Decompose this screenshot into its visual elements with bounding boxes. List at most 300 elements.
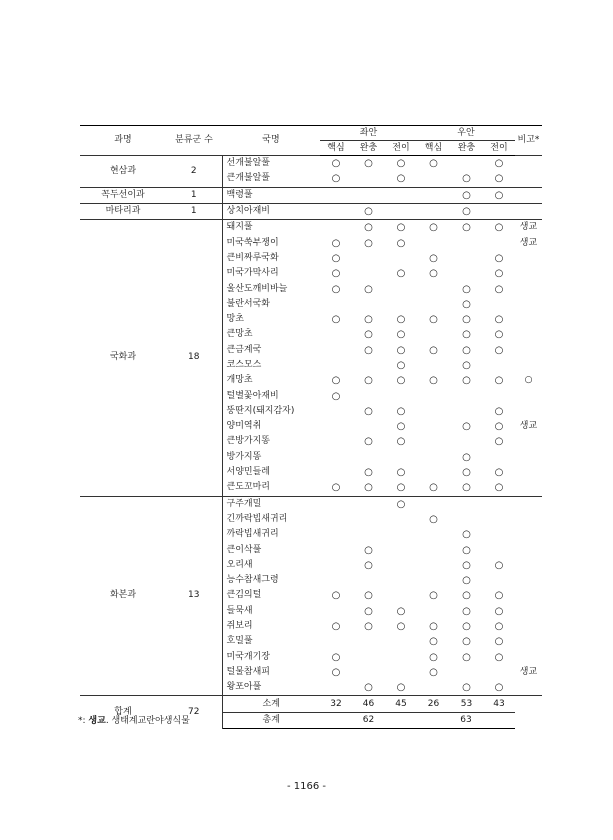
mark-left-core: ○ — [331, 621, 341, 633]
mark-right-transition: ○ — [494, 314, 504, 326]
mark-right-transition: ○ — [483, 187, 515, 203]
mark-left-transition: ○ — [396, 436, 406, 448]
mark-left-transition: ○ — [396, 375, 406, 387]
mark-right-transition: ○ — [494, 651, 504, 663]
mark-right-core — [417, 573, 450, 588]
mark-left-buffer: ○ — [364, 329, 373, 341]
species-name: 돼지풀 — [222, 220, 320, 236]
mark-right-transition — [483, 358, 515, 373]
mark-right-transition — [483, 542, 515, 557]
mark-left-transition: ○ — [396, 605, 406, 617]
note-cell — [515, 171, 542, 187]
mark-left-core — [320, 496, 352, 512]
table-row — [80, 203, 542, 219]
mark-left-transition — [385, 297, 417, 312]
species-name: 쥐보리 — [226, 621, 253, 632]
mark-left-core: ○ — [331, 482, 341, 494]
species-name: 큰비짜루국화 — [226, 252, 279, 263]
mark-left-transition: ○ — [396, 314, 406, 326]
mark-right-transition — [483, 388, 515, 403]
mark-left-transition — [385, 203, 417, 219]
mark-left-core: ○ — [331, 283, 341, 295]
header-right-core: 핵심 — [417, 141, 450, 156]
mark-left-core — [320, 450, 352, 465]
mark-left-buffer — [352, 266, 385, 281]
mark-right-core — [417, 680, 450, 696]
mark-left-buffer: ○ — [364, 682, 373, 694]
note-cell — [515, 343, 542, 358]
mark-left-core — [320, 542, 352, 557]
mark-right-buffer: ○ — [462, 344, 471, 356]
species-name: 미국쑥부쟁이 — [226, 237, 279, 248]
mark-left-buffer — [352, 358, 385, 373]
mark-left-buffer — [352, 512, 385, 527]
species-name: 백령풀 — [222, 187, 320, 203]
mark-right-buffer — [450, 156, 483, 172]
note-cell — [515, 650, 542, 665]
mark-left-buffer — [352, 297, 385, 312]
mark-right-buffer: ○ — [462, 298, 471, 310]
mark-left-core — [320, 512, 352, 527]
mark-right-core: ○ — [429, 513, 438, 525]
mark-right-core: ○ — [417, 220, 450, 236]
mark-right-buffer: ○ — [462, 173, 471, 185]
table-row — [80, 220, 542, 236]
mark-right-buffer: ○ — [462, 283, 471, 295]
mark-left-transition — [385, 588, 417, 603]
note-cell — [515, 327, 542, 342]
mark-left-buffer: ○ — [364, 405, 373, 417]
group-count-cell: 13 — [166, 496, 222, 696]
mark-right-transition — [483, 665, 515, 680]
mark-left-transition: ○ — [396, 360, 406, 371]
mark-right-core: ○ — [429, 666, 438, 678]
mark-right-core — [417, 235, 450, 250]
mark-left-transition — [385, 251, 417, 266]
mark-left-buffer: ○ — [364, 436, 373, 448]
mark-left-buffer — [352, 388, 385, 403]
mark-right-buffer: ○ — [462, 651, 471, 663]
mark-left-core — [320, 434, 352, 449]
note-cell — [515, 297, 542, 312]
species-name: 방가지똥 — [226, 451, 262, 462]
mark-right-buffer: ○ — [450, 203, 483, 219]
note-cell — [515, 542, 542, 557]
note-cell — [515, 404, 542, 419]
header-right-transition: 전이 — [483, 141, 515, 156]
mark-right-core — [417, 187, 450, 203]
species-name: 긴까락빕새귀리 — [226, 513, 288, 524]
header-left-core: 핵심 — [320, 141, 352, 156]
note-cell: 생교 — [519, 421, 538, 432]
mark-left-buffer: ○ — [364, 605, 373, 617]
mark-right-transition: ○ — [494, 467, 504, 479]
mark-right-buffer: ○ — [462, 529, 471, 541]
mark-right-buffer: ○ — [462, 329, 471, 341]
mark-left-transition: ○ — [396, 329, 406, 341]
mark-right-core: ○ — [429, 344, 438, 356]
note-cell: ○ — [524, 375, 533, 386]
mark-left-core: ○ — [331, 268, 341, 280]
species-table — [80, 125, 542, 729]
family-cell: 현삼과 — [80, 156, 166, 188]
mark-left-core — [320, 404, 352, 419]
mark-left-transition — [385, 450, 417, 465]
mark-right-core — [417, 465, 450, 480]
mark-left-core — [320, 419, 352, 434]
mark-right-buffer — [450, 434, 483, 449]
footnote-text: . 생태계교란야생식물 — [105, 716, 190, 726]
mark-right-core: ○ — [417, 156, 450, 172]
mark-right-core — [417, 388, 450, 403]
family-cell: 화본과 — [80, 496, 166, 696]
mark-right-transition: ○ — [494, 436, 504, 448]
subtotal-left-core: 32 — [320, 696, 352, 712]
note-cell — [515, 573, 542, 588]
mark-right-core: ○ — [429, 268, 438, 280]
mark-left-transition — [385, 573, 417, 588]
mark-right-buffer: ○ — [462, 575, 471, 587]
species-name: 구주개밀 — [222, 496, 320, 512]
species-name: 큰개불알풀 — [226, 173, 270, 184]
mark-right-transition — [483, 297, 515, 312]
mark-left-buffer: ○ — [364, 544, 373, 556]
species-name: 울산도깨비바늘 — [226, 283, 288, 294]
note-cell — [515, 527, 542, 542]
note-cell — [515, 312, 542, 327]
mark-left-transition: ○ — [396, 268, 406, 280]
mark-right-buffer: ○ — [462, 421, 471, 433]
mark-left-transition — [385, 527, 417, 542]
mark-left-transition — [385, 665, 417, 680]
mark-right-transition — [483, 496, 515, 512]
mark-right-buffer — [450, 251, 483, 266]
mark-right-transition: ○ — [494, 636, 504, 648]
mark-left-transition — [385, 187, 417, 203]
header-note: 비고* — [515, 126, 542, 156]
mark-right-transition — [483, 235, 515, 250]
mark-right-transition: ○ — [494, 559, 504, 571]
note-cell: 생교 — [519, 666, 538, 677]
note-cell — [515, 450, 542, 465]
mark-left-transition — [385, 650, 417, 665]
table-row — [80, 496, 542, 512]
table-header — [80, 126, 542, 156]
mark-right-buffer: ○ — [462, 482, 471, 494]
mark-right-transition: ○ — [494, 682, 504, 694]
mark-left-buffer — [352, 450, 385, 465]
mark-left-buffer: ○ — [364, 559, 373, 571]
page-number: - 1166 - — [286, 781, 327, 792]
species-name: 큰금계국 — [226, 344, 262, 355]
mark-left-transition: ○ — [396, 421, 406, 433]
mark-right-core — [417, 604, 450, 619]
mark-right-core — [417, 404, 450, 419]
mark-left-core — [320, 527, 352, 542]
note-cell — [515, 680, 542, 696]
mark-right-core: ○ — [429, 590, 438, 602]
total-count: 72 — [166, 696, 222, 729]
mark-left-transition — [385, 388, 417, 403]
mark-right-transition: ○ — [494, 405, 504, 417]
mark-right-core — [417, 327, 450, 342]
mark-right-buffer: ○ — [462, 559, 471, 571]
note-cell — [515, 251, 542, 266]
mark-left-buffer: ○ — [352, 156, 385, 172]
mark-left-buffer — [352, 251, 385, 266]
note-cell — [515, 634, 542, 649]
note-cell — [515, 619, 542, 634]
mark-left-transition — [385, 512, 417, 527]
note-cell — [515, 266, 542, 281]
header-name: 국명 — [222, 126, 320, 156]
mark-right-core: ○ — [429, 375, 438, 387]
mark-right-transition: ○ — [494, 173, 504, 185]
mark-right-buffer: ○ — [462, 451, 471, 463]
species-name: 망초 — [226, 314, 244, 325]
mark-left-buffer: ○ — [364, 621, 373, 633]
mark-right-core — [417, 434, 450, 449]
footnote-term: 생교 — [88, 716, 106, 726]
note-cell — [515, 480, 542, 496]
species-name: 코스모스 — [226, 360, 262, 370]
note-cell — [515, 358, 542, 373]
mark-right-buffer: ○ — [450, 220, 483, 236]
mark-left-core — [320, 203, 352, 219]
table-body — [80, 156, 542, 696]
mark-left-core: ○ — [331, 252, 341, 264]
mark-left-buffer — [352, 650, 385, 665]
mark-right-buffer — [450, 496, 483, 512]
mark-left-core — [320, 297, 352, 312]
mark-right-core — [417, 558, 450, 573]
mark-left-core: ○ — [331, 590, 341, 602]
mark-left-core: ○ — [331, 666, 341, 678]
mark-left-buffer — [352, 419, 385, 434]
grand-total-left: 62 — [320, 712, 417, 728]
grand-total-right: 63 — [417, 712, 515, 728]
family-cell: 꼭두선이과 — [80, 187, 166, 203]
species-name: 까락빕새귀리 — [226, 529, 279, 540]
mark-left-core: ○ — [331, 173, 341, 185]
mark-right-buffer: ○ — [462, 621, 471, 633]
mark-right-transition: ○ — [494, 375, 504, 387]
mark-right-transition: ○ — [494, 421, 504, 433]
total-label: 합계 — [80, 696, 166, 729]
mark-right-buffer — [450, 266, 483, 281]
mark-left-core — [320, 358, 352, 373]
mark-right-buffer: ○ — [462, 375, 471, 387]
group-count-cell: 1 — [166, 187, 222, 203]
species-name: 큰도꼬마리 — [226, 482, 270, 493]
table-row — [80, 156, 542, 172]
footnote — [78, 713, 190, 726]
header-left-buffer: 완충 — [352, 141, 385, 156]
mark-left-core: ○ — [331, 651, 341, 663]
subtotal-left-transition: 45 — [385, 696, 417, 712]
header-right-bank: 우안 — [417, 126, 515, 141]
species-name: 불란서국화 — [226, 298, 270, 309]
species-name: 털물참새피 — [226, 666, 270, 677]
group-count-cell: 18 — [166, 220, 222, 496]
mark-left-buffer — [352, 665, 385, 680]
mark-right-transition: ○ — [494, 482, 504, 494]
mark-left-core — [320, 187, 352, 203]
note-cell — [515, 434, 542, 449]
mark-right-core — [417, 450, 450, 465]
mark-left-buffer: ○ — [364, 467, 373, 479]
mark-right-core — [417, 542, 450, 557]
species-name: 큰김의털 — [226, 590, 262, 601]
note-cell — [515, 203, 542, 219]
species-name: 서양민들레 — [226, 467, 270, 478]
species-name: 선개불알풀 — [222, 156, 320, 172]
subtotal-left-buffer: 46 — [352, 696, 385, 712]
mark-right-buffer: ○ — [462, 605, 471, 617]
footnote-marker: *: — [78, 716, 86, 726]
species-name: 큰이삭풀 — [226, 544, 262, 555]
mark-left-core — [320, 680, 352, 696]
mark-left-buffer: ○ — [364, 482, 373, 494]
mark-left-core — [320, 220, 352, 236]
mark-right-core — [417, 527, 450, 542]
mark-right-core — [417, 281, 450, 296]
mark-left-transition: ○ — [396, 467, 406, 479]
header-left-transition: 전이 — [385, 141, 417, 156]
species-name: 큰방가지똥 — [226, 436, 270, 447]
mark-right-core: ○ — [429, 482, 438, 494]
mark-right-core: ○ — [429, 621, 438, 633]
species-name: 양미역취 — [226, 421, 262, 432]
group-count-cell: 2 — [166, 156, 222, 188]
mark-right-core — [417, 203, 450, 219]
mark-left-core: ○ — [331, 237, 341, 249]
header-right-buffer: 완충 — [450, 141, 483, 156]
mark-left-core — [320, 634, 352, 649]
mark-right-core: ○ — [429, 636, 438, 648]
note-cell — [515, 604, 542, 619]
mark-right-transition: ○ — [494, 344, 504, 356]
mark-right-buffer: ○ — [462, 314, 471, 326]
mark-left-buffer — [352, 527, 385, 542]
mark-left-buffer: ○ — [364, 283, 373, 295]
mark-right-transition — [483, 527, 515, 542]
note-cell: 생교 — [519, 237, 538, 248]
mark-left-buffer — [352, 634, 385, 649]
mark-left-buffer: ○ — [364, 375, 373, 387]
mark-left-core: ○ — [320, 156, 352, 172]
note-cell: 생교 — [515, 220, 542, 236]
note-cell — [515, 496, 542, 512]
mark-right-buffer — [450, 512, 483, 527]
mark-left-transition — [385, 281, 417, 296]
mark-left-transition: ○ — [385, 220, 417, 236]
note-cell — [515, 281, 542, 296]
header-group-count: 분류군 수 — [166, 126, 222, 156]
mark-right-transition — [483, 203, 515, 219]
mark-left-buffer — [352, 573, 385, 588]
mark-left-core — [320, 465, 352, 480]
mark-left-transition: ○ — [396, 344, 406, 356]
subtotal-right-transition: 43 — [483, 696, 515, 712]
mark-right-buffer — [450, 388, 483, 403]
family-cell: 국화과 — [80, 220, 166, 496]
family-cell: 마타리과 — [80, 203, 166, 219]
subtotal-right-core: 26 — [417, 696, 450, 712]
species-name: 호밀풀 — [226, 636, 253, 647]
mark-left-transition: ○ — [396, 682, 406, 694]
mark-left-transition: ○ — [385, 496, 417, 512]
mark-right-buffer: ○ — [462, 467, 471, 479]
mark-right-transition: ○ — [494, 621, 504, 633]
mark-right-transition: ○ — [494, 268, 504, 280]
mark-left-transition — [385, 558, 417, 573]
mark-left-transition — [385, 634, 417, 649]
mark-right-buffer — [450, 665, 483, 680]
mark-right-core: ○ — [429, 314, 438, 326]
mark-right-buffer — [450, 404, 483, 419]
mark-left-buffer — [352, 187, 385, 203]
note-cell — [515, 156, 542, 172]
mark-left-buffer — [352, 496, 385, 512]
mark-left-transition: ○ — [396, 621, 406, 633]
species-name: 상치아재비 — [222, 203, 320, 219]
mark-left-buffer: ○ — [352, 220, 385, 236]
note-cell — [515, 388, 542, 403]
species-name: 뚱딴지(돼지감자) — [226, 405, 295, 416]
mark-right-core — [417, 419, 450, 434]
mark-right-transition — [483, 573, 515, 588]
mark-left-buffer — [352, 171, 385, 187]
mark-right-transition: ○ — [494, 283, 504, 295]
group-count-cell: 1 — [166, 203, 222, 219]
mark-left-core: ○ — [331, 314, 341, 326]
mark-right-transition — [483, 512, 515, 527]
mark-left-buffer: ○ — [364, 314, 373, 326]
mark-left-transition: ○ — [396, 237, 406, 249]
mark-right-transition: ○ — [483, 220, 515, 236]
note-cell — [515, 465, 542, 480]
mark-right-core: ○ — [429, 252, 438, 264]
mark-right-core — [417, 297, 450, 312]
note-cell — [515, 588, 542, 603]
species-name: 들묵새 — [226, 605, 253, 616]
mark-left-core — [320, 573, 352, 588]
grand-total-label: 총계 — [222, 712, 320, 728]
mark-left-transition: ○ — [396, 482, 406, 494]
table-row — [80, 187, 542, 203]
subtotal-label: 소계 — [222, 696, 320, 712]
mark-right-buffer: ○ — [462, 636, 471, 648]
mark-left-core — [320, 604, 352, 619]
mark-left-buffer: ○ — [352, 203, 385, 219]
mark-left-transition: ○ — [396, 405, 406, 417]
mark-left-core — [320, 327, 352, 342]
mark-right-buffer: ○ — [450, 187, 483, 203]
mark-left-buffer: ○ — [364, 344, 373, 356]
mark-right-transition: ○ — [483, 156, 515, 172]
total-note — [515, 696, 542, 729]
note-cell — [515, 558, 542, 573]
mark-right-buffer: ○ — [462, 682, 471, 694]
mark-right-buffer: ○ — [462, 590, 471, 602]
mark-right-core: ○ — [429, 651, 438, 663]
mark-right-core — [417, 171, 450, 187]
species-name: 개망초 — [226, 375, 253, 386]
mark-right-buffer: ○ — [462, 544, 471, 556]
mark-left-transition: ○ — [396, 173, 406, 185]
mark-right-transition: ○ — [494, 252, 504, 264]
